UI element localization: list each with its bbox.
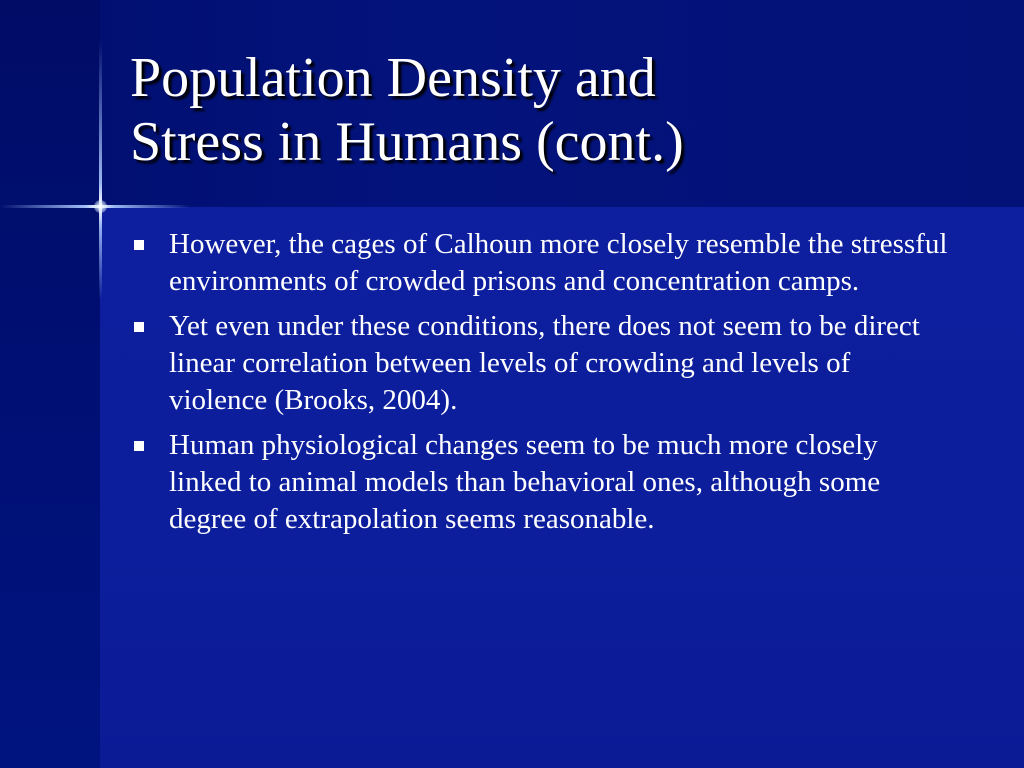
bullet-text: Human physiological changes seem to be much more closely linked to animal models than behavioral ones, although some degree of extrapolation seems reasonable. — [169, 429, 881, 535]
bullet-text: However, the cages of Calhoun more closely resemble the stressful environments of crowded prisons and concentration camps. — [169, 228, 948, 297]
slide-title — [130, 46, 990, 174]
square-bullet-icon — [134, 240, 144, 250]
square-bullet-icon — [134, 441, 144, 451]
bullet-text: Yet even under these conditions, there does not seem to be direct linear correlation between levels of crowding and levels of violence (Brooks, 2004). — [169, 310, 920, 416]
sparkle-vertical — [99, 40, 102, 300]
slide-title-line-2: Stress in Humans (cont.) — [130, 111, 684, 173]
bullet-item — [130, 308, 950, 419]
square-bullet-icon — [134, 322, 144, 332]
bullet-item — [130, 226, 950, 300]
sparkle-star-icon — [94, 200, 107, 213]
left-band — [0, 0, 100, 768]
bullet-list — [130, 226, 950, 546]
bullet-item — [130, 427, 950, 538]
slide-title-line-1: Population Density and — [130, 47, 656, 109]
